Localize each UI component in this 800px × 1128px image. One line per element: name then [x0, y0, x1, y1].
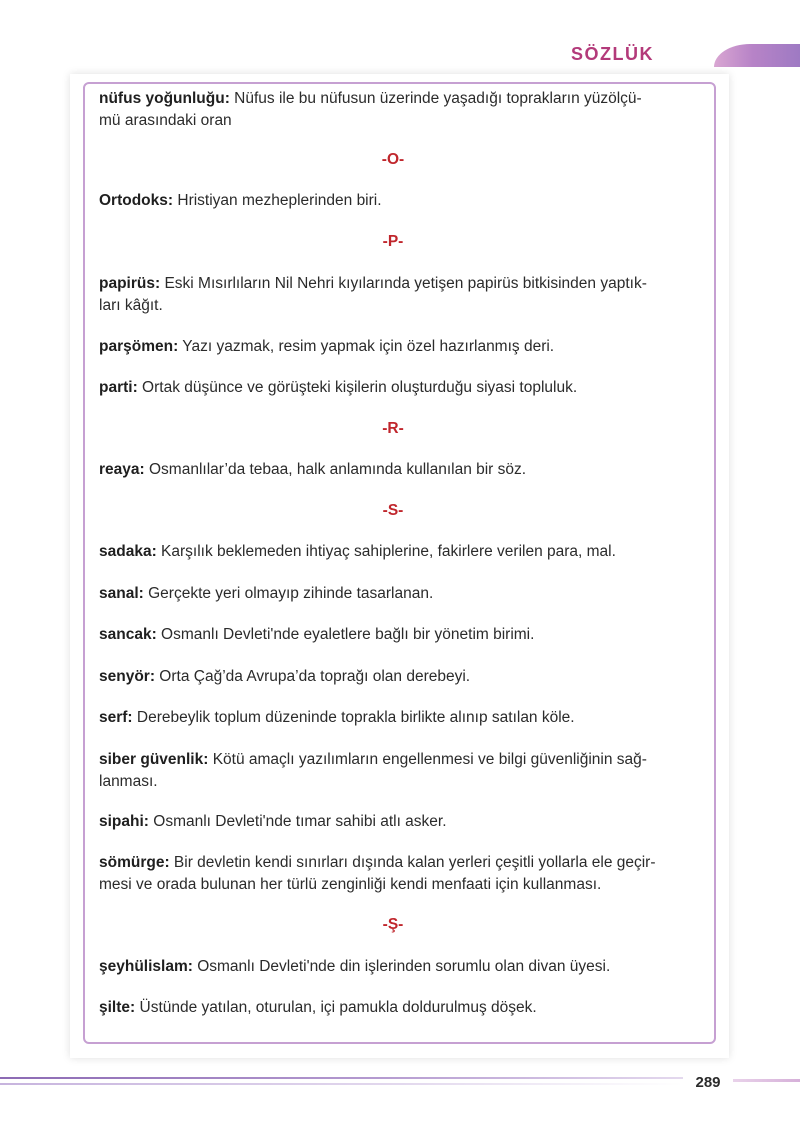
entry-term: papirüs: — [99, 275, 161, 292]
glossary-entry — [99, 273, 687, 317]
glossary-entry — [99, 541, 687, 563]
entry-definition: Gerçekte yeri olmayıp zihinde tasarlanan. — [143, 585, 434, 602]
entry-definition: Eski Mısırlıların Nil Nehri kıyılarında yetişen papirüs bitkisinden yaptık- — [160, 275, 647, 292]
entry-definition: Nüfus ile bu nüfusun üzerinde yaşadığı toprakların yüzölçü- — [229, 90, 642, 107]
entry-definition: Derebeylik toplum düzeninde toprakla birlikte alınıp satılan köle. — [132, 709, 575, 726]
entry-term: parti: — [99, 379, 138, 396]
entry-term: sömürge: — [99, 854, 170, 871]
letter-heading-sh: -Ş- — [382, 916, 404, 933]
entry-definition: Orta Çağ’da Avrupa’da toprağı olan derebeyi. — [155, 668, 471, 685]
glossary-entry — [99, 707, 687, 729]
entry-term: sanal: — [99, 585, 144, 602]
entry-term: nüfus yoğunluğu: — [99, 90, 230, 107]
entry-definition: Osmanlı Devleti'nde tımar sahibi atlı asker. — [148, 813, 447, 830]
glossary-entry — [99, 811, 687, 833]
glossary-entry — [99, 624, 687, 646]
entry-definition-cont: ları kâğıt. — [99, 297, 163, 314]
glossary-entry — [99, 852, 687, 896]
entry-term: sadaka: — [99, 543, 157, 560]
letter-heading-p: -P- — [382, 233, 404, 250]
footer-rule-secondary — [0, 1083, 683, 1085]
glossary-entry — [99, 583, 687, 605]
entry-term: Ortodoks: — [99, 192, 174, 209]
entry-definition-cont: lanması. — [99, 773, 158, 790]
entry-definition: Yazı yazmak, resim yapmak için özel hazırlanmış deri. — [178, 338, 555, 355]
entry-definition: Karşılık beklemeden ihtiyaç sahiplerine, fakirlere verilen para, mal. — [156, 543, 616, 560]
page-header-title: SÖZLÜK — [571, 44, 654, 64]
glossary-entry — [99, 956, 687, 978]
glossary-entry — [99, 666, 687, 688]
letter-heading-r: -R- — [382, 420, 404, 437]
footer-rule — [0, 1077, 683, 1079]
entry-definition: Ortak düşünce ve görüşteki kişilerin oluşturduğu siyasi topluluk. — [137, 379, 578, 396]
header-decoration-tab — [714, 44, 800, 67]
entry-term: serf: — [99, 709, 133, 726]
footer-rule-right — [733, 1079, 800, 1082]
entry-term: sancak: — [99, 626, 157, 643]
entry-definition: Osmanlı Devleti'nde eyaletlere bağlı bir yönetim birimi. — [156, 626, 535, 643]
entry-definition: Kötü amaçlı yazılımların engellenmesi ve bilgi güvenliğinin sağ- — [208, 751, 647, 768]
page-number: 289 — [695, 1074, 721, 1091]
glossary-entry — [99, 997, 687, 1019]
entry-definition: Osmanlı Devleti'nde din işlerinden sorumlu olan divan üyesi. — [192, 958, 611, 975]
entry-term: şeyhülislam: — [99, 958, 193, 975]
glossary-card — [83, 82, 716, 1044]
entry-term: parşömen: — [99, 338, 179, 355]
entry-definition: Üstünde yatılan, oturulan, içi pamukla doldurulmuş döşek. — [135, 999, 537, 1016]
entry-definition: Osmanlılar’da tebaa, halk anlamında kullanılan bir söz. — [144, 461, 527, 478]
glossary-entry — [99, 377, 687, 399]
glossary-entry — [99, 459, 687, 481]
letter-heading-o: -O- — [381, 151, 405, 168]
entry-definition-cont: mü arasındaki oran — [99, 112, 232, 129]
glossary-entry — [99, 88, 687, 132]
entry-term: siber güvenlik: — [99, 751, 209, 768]
entry-definition-cont: mesi ve orada bulunan her türlü zenginliği kendi menfaati için kullanması. — [99, 876, 602, 893]
entry-term: şilte: — [99, 999, 136, 1016]
letter-heading-s: -S- — [382, 502, 404, 519]
glossary-entry — [99, 336, 687, 358]
entry-term: sipahi: — [99, 813, 149, 830]
glossary-entry — [99, 190, 687, 212]
entry-term: senyör: — [99, 668, 155, 685]
entry-definition: Bir devletin kendi sınırları dışında kalan yerleri çeşitli yollarla ele geçir- — [169, 854, 656, 871]
entry-term: reaya: — [99, 461, 145, 478]
entry-definition: Hristiyan mezheplerinden biri. — [173, 192, 382, 209]
glossary-entry — [99, 749, 687, 793]
